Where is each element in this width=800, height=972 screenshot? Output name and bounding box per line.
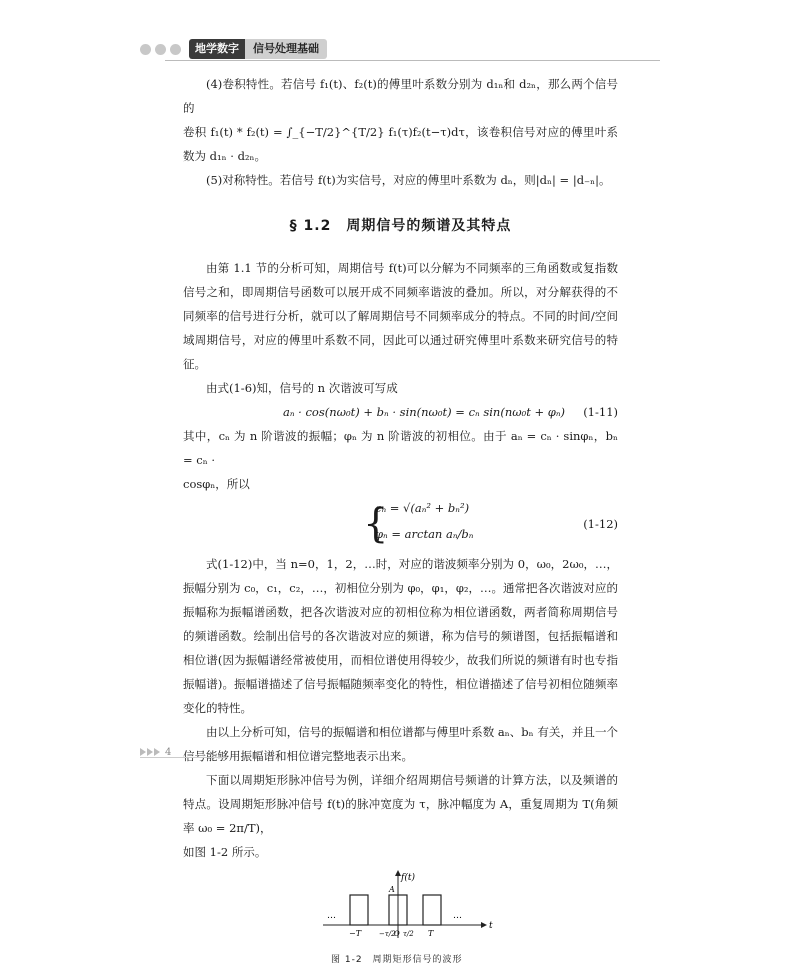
rect-pulse-waveform [183,868,618,948]
equation-1-12-line2: φₙ = arctan aₙ/bₙ [375,527,474,541]
x-axis-label: t [489,921,493,931]
paragraph-spectrum: 式(1-12)中，当 n=0，1，2，…时，对应的谐波频率分别为 0，ω₀，2ω₀，…，振幅分别为 c₀，c₁，c₂，…，初相位分别为 φ₀，φ₁，φ₂，…。通常把各次谐波对应的振幅称为振幅谱函数，把各次谐波对应的初相位称为相位谱函数，两者简称周期信号的频谱函数。绘制出信号的各次谐波对应的频谱，称为信号的频谱图，包括振幅谱和相位谱(因为振幅谱经常被使用，而相位谱使用得较少，故我们所说的频谱有时也专指振幅谱)。振幅谱描述了信号振幅随频率变化的特性，相位谱描述了信号初相位随频率变化的特性。 [183,557,618,715]
footer-rule [140,757,228,758]
paragraph-so: cosφₙ，所以 [183,477,250,491]
paragraph-harmonic: 由式(1-6)知，信号的 n 次谐波可写成 [206,381,398,395]
tick-neg-T: −T [349,929,362,938]
paragraph-intro: 由第 1.1 节的分析可知，周期信号 f(t)可以分解为不同频率的三角函数或复指数信号之和，即周期信号函数可以展开成不同频率谐波的叠加。所以，对分解获得的不同频率的信号进行分析，就可以了解周期信号不同频率成分的特点。不同的时间/空间域周期信号，对应的傅里叶系数不同，因此可以通过研究傅里叶系数来研究信号的特征。 [183,261,618,371]
equation-1-12-line1: cₙ = √(aₙ² + bₙ²) [375,501,470,515]
figure-1-2 [183,868,618,968]
pulse-right [423,895,441,925]
header-rule [165,60,660,61]
running-header [140,38,327,60]
paragraph-convolution-formula: 卷积 f₁(t) * f₂(t) = ∫_{−T/2}^{T/2} f₁(τ)f₂(t−τ)dτ，该卷积信号对应的傅里叶系数为 d₁ₙ · d₂ₙ。 [183,125,618,163]
t-axis-arrow-icon [481,922,487,928]
paragraph-where: 其中，cₙ 为 n 阶谐波的振幅；φₙ 为 n 阶谐波的初相位。由于 aₙ = cₙ · sinφₙ，bₙ = cₙ · [183,429,618,467]
paragraph-convolution: (4)卷积特性。若信号 f₁(t)、f₂(t)的傅里叶系数分别为 d₁ₙ和 d₂ₙ，那么两个信号的 [183,77,618,115]
header-book-title: 信号处理基础 [245,39,327,59]
equation-1-11 [183,400,618,424]
section-title: § 1.2 周期信号的频谱及其特点 [289,218,512,234]
header-dot-icon [170,44,181,55]
ellipsis-left: … [327,911,336,921]
tick-neg-tau: −τ/2 [379,930,396,938]
page-body [183,72,618,968]
figure-caption: 图 1-2 周期矩形信号的波形 [331,955,463,965]
paragraph-symmetry: (5)对称特性。若信号 f(t)为实信号，对应的傅里叶系数为 dₙ，则|dₙ| = |d₋ₙ|。 [206,173,611,187]
amplitude-label: A [389,885,395,894]
equation-1-12-number: (1-12) [583,517,618,531]
page-number: 4 [165,746,172,758]
paragraph-figure-ref: 如图 1-2 所示。 [183,845,267,859]
pulse-left [350,895,368,925]
footer-arrow-icon [154,748,160,756]
header-title-box [189,39,327,59]
header-dot-icon [155,44,166,55]
header-dot-icon [140,44,151,55]
tick-origin: O [394,930,400,938]
header-book-series: 地学数字 [189,39,245,59]
ellipsis-right: … [453,911,462,921]
y-axis-label: f(t) [401,873,415,883]
paragraph-summary: 由以上分析可知，信号的振幅谱和相位谱都与傅里叶系数 aₙ、bₙ 有关，并且一个信号能够用振幅谱和相位谱完整地表示出来。 [183,725,618,763]
paragraph-example: 下面以周期矩形脉冲信号为例，详细介绍周期信号频谱的计算方法，以及频谱的特点。设周期矩形脉冲信号 f(t)的脉冲宽度为 τ，脉冲幅度为 A，重复周期为 T(角频率 ω₀ = 2π/T)， [183,773,618,835]
equation-1-12 [183,496,618,552]
equation-1-11-body: aₙ · cos(nω₀t) + bₙ · sin(nω₀t) = cₙ sin(nω₀t + φₙ) [283,405,565,419]
footer-arrow-icon [147,748,153,756]
tick-T: T [428,929,434,938]
footer-arrow-icon [140,748,146,756]
tick-pos-tau: τ/2 [403,930,414,938]
equation-1-11-number: (1-11) [583,405,618,419]
equation-brace: { [363,501,389,547]
